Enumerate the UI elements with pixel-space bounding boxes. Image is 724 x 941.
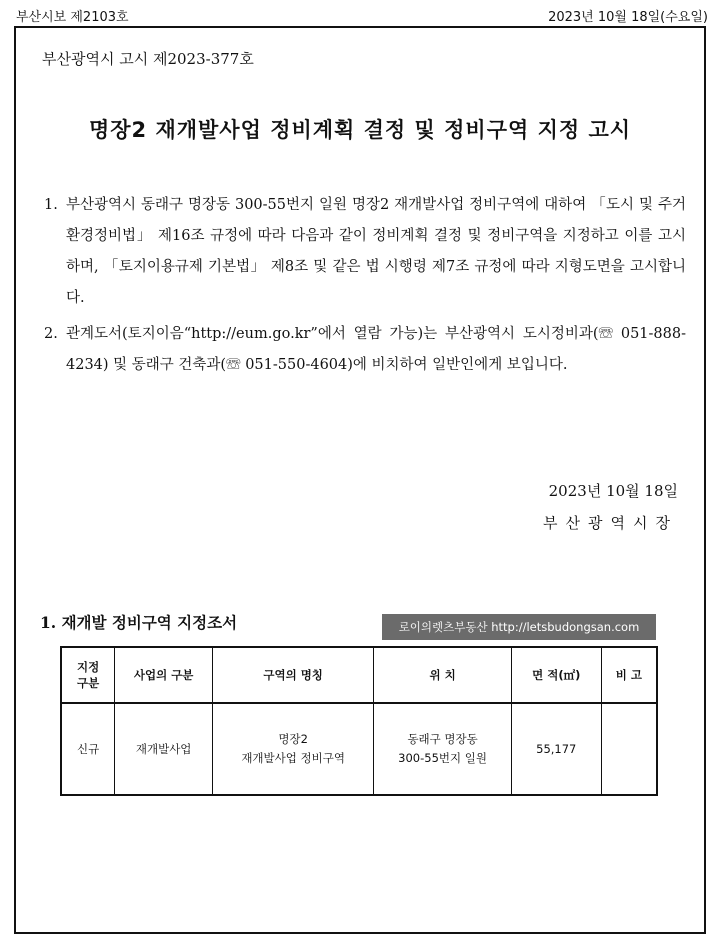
notice-number: 부산광역시 고시 제2023-377호: [42, 50, 254, 68]
section-title: 1. 재개발 정비구역 지정조서: [40, 613, 238, 632]
cell-location-line2: 300-55번지 일원: [398, 751, 487, 765]
header-location: 위 치: [374, 647, 512, 703]
paragraph-1: [44, 190, 686, 314]
header-designation: [61, 647, 115, 703]
header-zone-name: 구역의 명칭: [212, 647, 373, 703]
header-area: 면 적(㎡): [511, 647, 601, 703]
paragraph-2-number: 2.: [44, 326, 58, 342]
notice-title: 명장2 재개발사업 정비계획 결정 및 정비구역 지정 고시: [88, 118, 632, 142]
paragraph-2-text: 관계도서(토지이음“http://eum.go.kr”에서 열람 가능)는 부산광역시 도시정비과(☏ 051-888-4234) 및 동래구 건축과(☏ 051-550-4604)에 비치하여 일반인에게 보입니다.: [66, 326, 686, 373]
gazette-number: 부산시보 제2103호: [16, 10, 129, 25]
notice-date: 2023년 10월 18일: [548, 482, 678, 500]
watermark-banner: 로이의렛츠부동산 http://letsbudongsan.com: [382, 614, 656, 640]
paragraph-1-number: 1.: [44, 197, 58, 213]
header-project-type: 사업의 구분: [115, 647, 213, 703]
header-designation-line2: 구분: [77, 676, 100, 690]
header-designation-line1: 지정: [77, 660, 100, 674]
cell-zone-name: [212, 703, 373, 795]
cell-location: [374, 703, 512, 795]
paragraph-1-text: 부산광역시 동래구 명장동 300-55번지 일원 명장2 재개발사업 정비구역에 대하여 「도시 및 주거환경정비법」 제16조 규정에 따라 다음과 같이 정비계획 결정 및 정비구역을 지정하고 이를 고시하며, 「토지이용규제 기본법」 제8조 및 같은 법 시행령 제7조 규정에 따라 지형도면을 고시합니다.: [66, 197, 686, 306]
cell-remarks: [601, 703, 657, 795]
cell-zone-name-line2: 재개발사업 정비구역: [241, 751, 345, 765]
cell-designation: 신규: [61, 703, 115, 795]
cell-location-line1: 동래구 명장동: [407, 732, 478, 746]
designation-table: [60, 646, 658, 796]
table-row: [61, 703, 657, 795]
table-header-row: [61, 647, 657, 703]
cell-zone-name-line1: 명장2: [278, 732, 308, 746]
paragraph-2: [44, 319, 686, 381]
gazette-date: 2023년 10월 18일(수요일): [548, 10, 708, 25]
cell-project-type: 재개발사업: [115, 703, 213, 795]
header-remarks: 비 고: [601, 647, 657, 703]
notice-issuer: 부산광역시장: [543, 514, 678, 532]
cell-area: 55,177: [511, 703, 601, 795]
notice-frame: [14, 26, 706, 934]
gazette-header: [16, 6, 708, 26]
